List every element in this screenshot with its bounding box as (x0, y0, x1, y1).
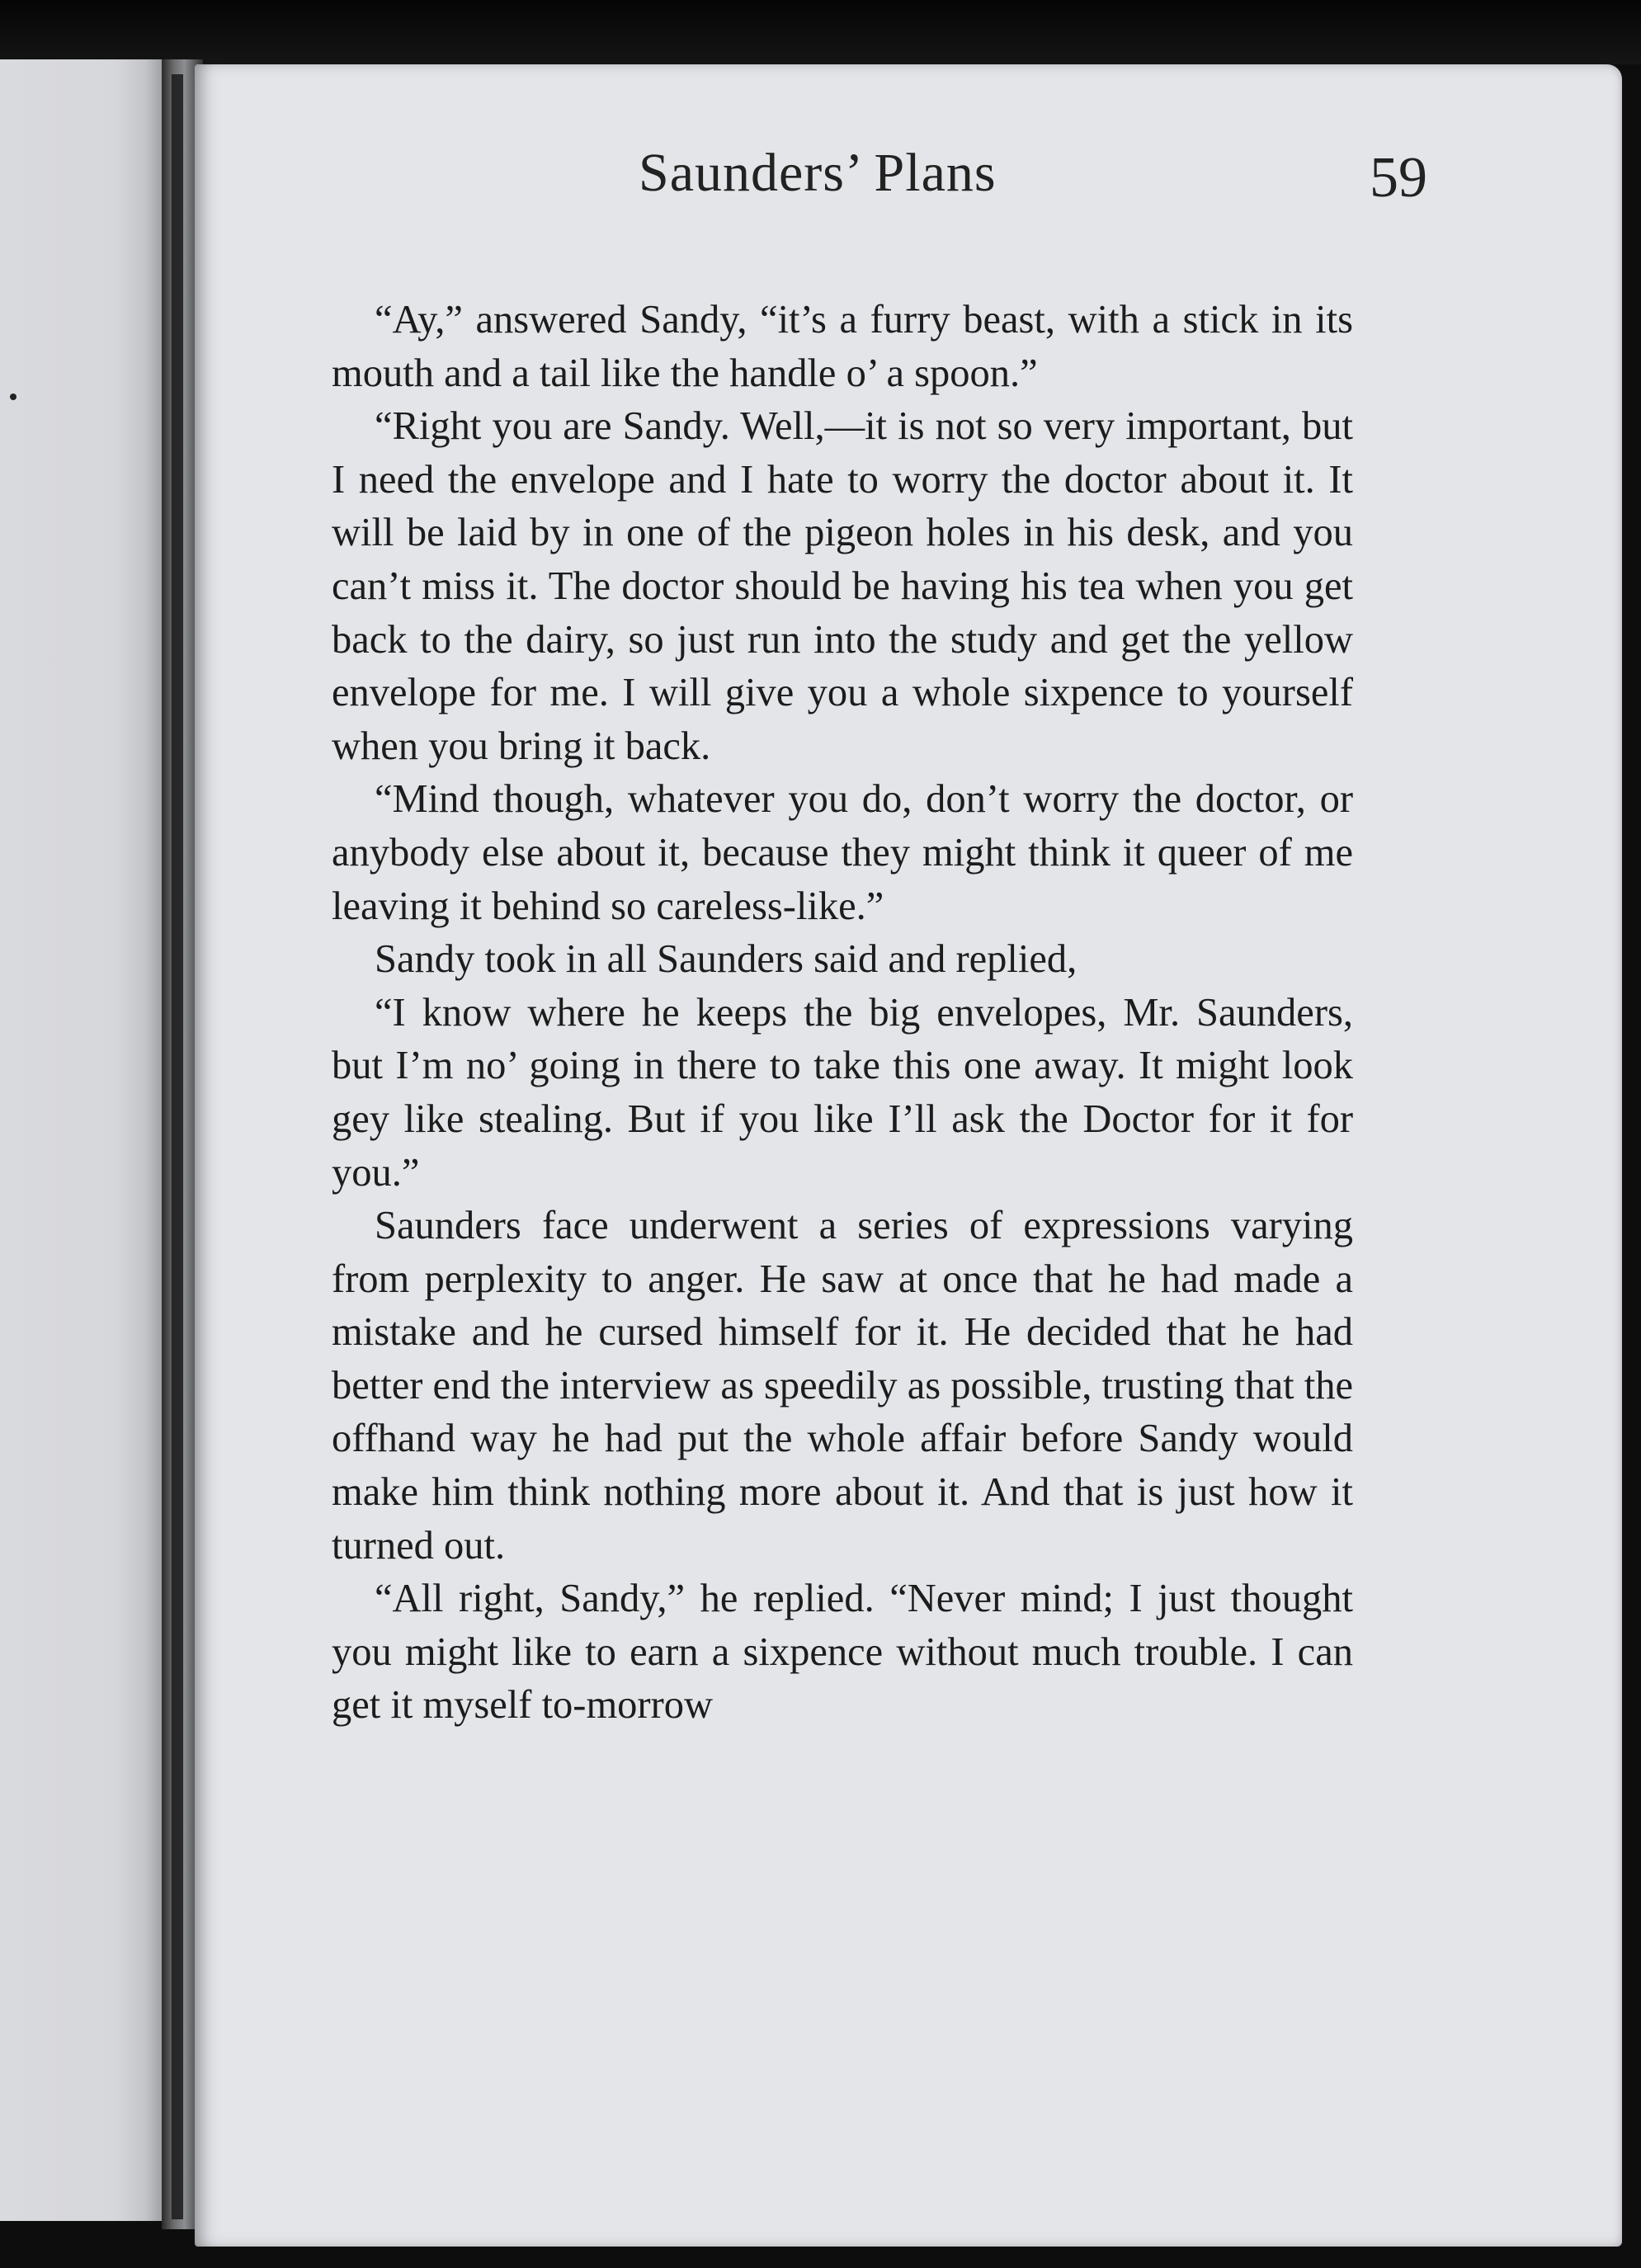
paragraph: “Ay,” answered Sandy, “it’s a furry beast, with a stick in its mouth and a tail like the handle o’ a spoon.” (332, 298, 1353, 395)
paragraph: Saunders face underwent a series of expressions varying from perplexity to anger. He saw at once that he had made a mistake and he cursed himself for it. He decided that he had better end the interview as speedily as possible, trusting that the offhand way he had put the whole affair before Sandy would make him think nothing more about it. And that is just how it turned out. (332, 1204, 1353, 1568)
dust-speck (10, 394, 17, 400)
paragraph: “I know where he keeps the big envelopes, Mr. Saunders, but I’m no’ going in there to take this one away. It might look gey like stealing. But if you like I’ll ask the Doctor for it for you.” (332, 990, 1353, 1195)
page-number: 59 (1370, 146, 1427, 210)
paragraph: Sandy took in all Saunders said and replied, (375, 937, 1077, 982)
scan-top-edge (0, 0, 1641, 64)
paragraph: “All right, Sandy,” he replied. “Never mind; I just thought you might like to earn a sixpence without much trouble. I can get it myself to-morrow (332, 1577, 1353, 1728)
running-title: Saunders’ Plans (639, 143, 997, 203)
gutter-shadow-line (172, 74, 183, 2219)
facing-page-edge (0, 59, 165, 2221)
body-text (332, 294, 1353, 1733)
paragraph: “Right you are Sandy. Well,—it is not so very important, but I need the envelope and I hate to worry the doctor about it. It will be laid by in one of the pigeon holes in his desk, and you can’t miss it. The doctor should be having his tea when you get back to the dairy, so just run into the study and get the yellow envelope for me. I will give you a whole sixpence to yourself when you bring it back. (332, 404, 1353, 768)
running-header (248, 142, 1427, 216)
paragraph: “Mind though, whatever you do, don’t worry the doctor, or anybody else about it, because they might think it queer of me leaving it behind so careless-like.” (332, 777, 1353, 928)
